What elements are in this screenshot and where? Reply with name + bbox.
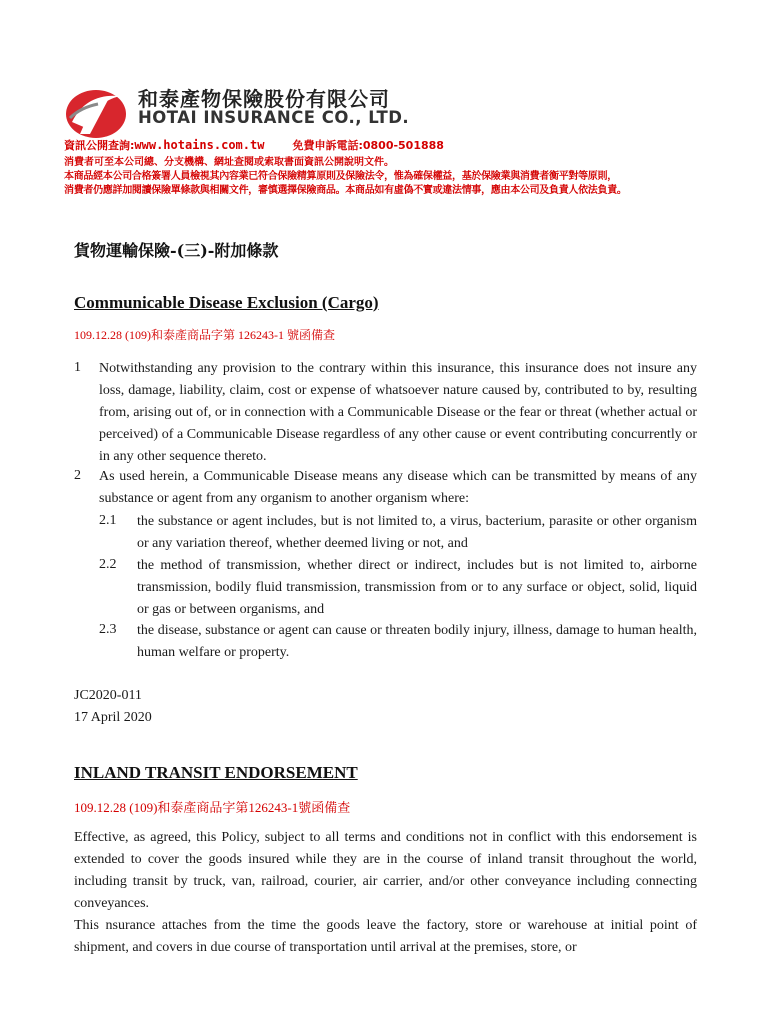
subclause-text: the method of transmission, whether direct or indirect, includes but is not limited to, airborne transmission, bodily fluid transmission, transmission from or to any surface or object, solid, liquid or gas or between organisms, and <box>137 558 697 617</box>
subclause-number: 2.2 <box>99 557 117 572</box>
disclosure-line-1 <box>64 137 444 153</box>
clause-reference-date: 17 April 2020 <box>74 710 152 725</box>
hotai-logo-icon <box>64 80 128 144</box>
clause-text: Notwithstanding any provision to the contrary within this insurance, this insurance does not insure any loss, damage, liability, claim, cost or expense of whatsoever nature caused by, contributed to by, resulting from, arising out of, or in connection with a Communicable Disease or the fear or threat (whether actual or perceived) of a Communicable Disease regardless of any other cause or event contributing concurrently or in any other sequence thereto. <box>99 361 697 464</box>
endorsement-paragraph: This nsurance attaches from the time the goods leave the factory, store or warehouse at initial point of shipment, and covers in due course of transportation until arrival at the premises, store, or <box>74 918 697 955</box>
clause-reference-code: JC2020-011 <box>74 688 142 703</box>
company-name-en: HOTAI INSURANCE CO., LTD. <box>138 108 410 128</box>
section-title-communicable-disease: Communicable Disease Exclusion (Cargo) <box>74 293 379 312</box>
complaint-phone: 免費申訴電話:0800-501888 <box>292 139 444 152</box>
section1-approval-ref: 109.12.28 (109)和泰產商品字第 126243-1 號函備查 <box>74 328 335 342</box>
subclause-number: 2.1 <box>99 513 117 528</box>
clause-number: 2 <box>74 468 81 483</box>
section-title-inland-transit: INLAND TRANSIT ENDORSEMENT <box>74 763 358 782</box>
section2-approval-ref: 109.12.28 (109)和泰產商品字第126243-1號函備查 <box>74 800 351 815</box>
disclosure-line-4: 消費者仍應詳加閱讀保險單條款與相關文件，審慎選擇保險商品。本商品如有虛偽不實或違法情事，應由本公司及負責人依法負責。 <box>64 185 627 196</box>
clause-number: 1 <box>74 360 81 375</box>
subclause-text: the disease, substance or agent can cause or threaten bodily injury, illness, damage to human health, human welfare or property. <box>137 623 697 660</box>
endorsement-paragraph: Effective, as agreed, this Policy, subject to all terms and conditions not in conflict with this endorsement is extended to cover the goods insured while they are in the course of inland transit throughout the world, including transit by truck, van, railroad, courier, air carrier, and/or other conveyance including connecting conveyances. <box>74 830 697 911</box>
disclosure-query-label: 資訊公開查詢: <box>64 139 135 152</box>
subclause-number: 2.3 <box>99 622 117 637</box>
subclause-text: the substance or agent includes, but is not limited to, a virus, bacterium, parasite or other organism or any variation thereof, whether deemed living or not, and <box>137 514 697 551</box>
document-title: 貨物運輸保險-(三)-附加條款 <box>74 241 279 260</box>
website-link[interactable]: www.hotains.com.tw <box>134 138 265 152</box>
disclosure-line-3: 本商品經本公司合格簽署人員檢視其內容業已符合保險精算原則及保險法令，惟為確保權益，基於保險業與消費者衡平對等原則， <box>64 171 617 182</box>
company-name-zh: 和泰產物保險股份有限公司 <box>138 87 390 111</box>
disclosure-line-2: 消費者可至本公司總、分支機構、網址查閱或索取書面資訊公開說明文件。 <box>64 157 394 168</box>
clause-text: As used herein, a Communicable Disease means any disease which can be transmitted by means of any substance or agent from any organism to another organism where: <box>99 469 697 506</box>
